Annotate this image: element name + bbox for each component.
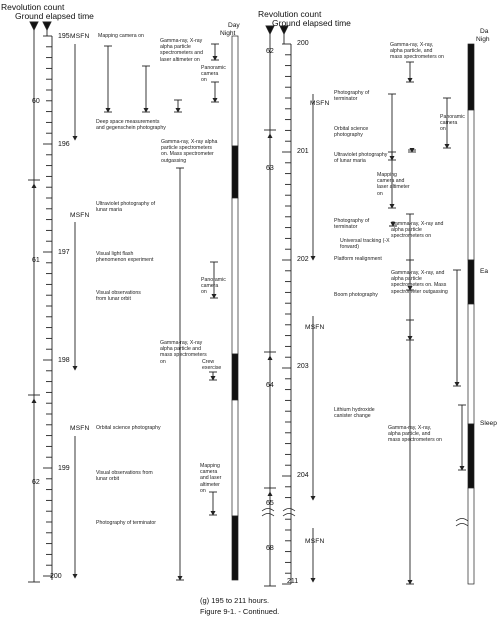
msfn-label-right: MSFN xyxy=(305,324,325,331)
experiment-label: Gamma-ray, X-ray alpha particle spectrometers and laser altimeter on xyxy=(160,38,203,63)
activity-label-right: Lithium hydroxide canister change xyxy=(334,407,375,420)
revolution-arrow-head xyxy=(30,22,38,30)
night-label-right: Nigh xyxy=(476,36,490,43)
experiment-label: Gamma-ray, X-ray alpha particle and mass spectrometers on xyxy=(160,340,207,365)
msfn-label: MSFN xyxy=(70,425,90,432)
activity-label: Visual observations from lunar orbit xyxy=(96,290,141,303)
revolution-arrow xyxy=(32,399,36,403)
revolution-label: 61 xyxy=(32,257,40,264)
hour-label-right: 211 xyxy=(287,578,299,585)
time-break-mark xyxy=(456,519,468,522)
period-arrow xyxy=(211,511,215,515)
msfn-label-right: MSFN xyxy=(310,100,330,107)
period-arrow xyxy=(144,108,148,112)
hour-label: 198 xyxy=(58,357,70,364)
day-night-bar-right xyxy=(468,488,474,584)
day-night-bar xyxy=(232,198,238,354)
experiment-label: Gamma-ray, X-ray alpha particle spectrometers on. Mass spectrometer outgassing xyxy=(161,139,218,164)
hour-label: 197 xyxy=(58,249,70,256)
activity-label-right: Boom photography xyxy=(334,292,378,298)
revolution-arrow xyxy=(32,184,36,188)
hour-label-right: 201 xyxy=(297,148,309,155)
experiment-label: Mapping camera and laser altimeter on xyxy=(200,463,222,494)
period-arrow xyxy=(445,144,449,148)
arrow-head xyxy=(73,366,77,370)
period-arrow xyxy=(455,382,459,386)
activity-label-right: Orbital science photography xyxy=(334,126,369,139)
activity-label-right: Platform realignment xyxy=(334,256,382,262)
period-arrow xyxy=(211,376,215,380)
day-night-bar xyxy=(232,36,238,146)
revolution-arrow xyxy=(268,134,272,138)
revolution-count-header: Revolution count xyxy=(1,2,65,12)
hour-label-right: 203 xyxy=(297,363,309,370)
activity-label: Deep space measurements and gegenschein photography xyxy=(96,119,166,132)
day-night-bar xyxy=(232,400,238,516)
subcaption: (g) 195 to 211 hours. xyxy=(200,596,270,605)
activity-label: Mapping camera on xyxy=(98,33,144,39)
activity-label: Orbital science photography xyxy=(96,425,161,431)
day-night-bar xyxy=(232,146,238,198)
activity-label: Visual light flash phenomenon experiment xyxy=(96,251,154,264)
revolution-label-right: 65 xyxy=(266,500,274,507)
time-break-mark xyxy=(456,524,468,527)
period-arrow xyxy=(213,56,217,60)
revolution-label: 62 xyxy=(32,479,40,486)
arrow-head xyxy=(311,578,315,582)
time-break-mark xyxy=(283,509,295,512)
revolution-label-right: 63 xyxy=(266,165,274,172)
period-arrow xyxy=(408,336,412,340)
activity-label-right: Universal tracking (-X forward) xyxy=(340,238,390,251)
revolution-count-header-right: Revolution count xyxy=(258,9,322,19)
edge-label: Sleep xyxy=(480,420,497,427)
ground-elapsed-time-header-right: Ground elapsed time xyxy=(272,18,351,28)
period-arrow xyxy=(408,580,412,584)
day-night-bar-right xyxy=(468,260,474,304)
hour-label: 199 xyxy=(58,465,70,472)
msfn-label: MSFN xyxy=(70,212,90,219)
period-arrow xyxy=(390,204,394,208)
revolution-arrow xyxy=(268,356,272,360)
revolution-arrow xyxy=(268,492,272,496)
ground-elapsed-time-header: Ground elapsed time xyxy=(15,11,94,21)
hour-label-right: 200 xyxy=(297,40,309,47)
period-arrow xyxy=(178,576,182,580)
hour-label-right: 202 xyxy=(297,256,309,263)
period-arrow xyxy=(460,466,464,470)
period-arrow xyxy=(176,108,180,112)
hour-label: 195 xyxy=(58,33,70,40)
day-night-bar-right xyxy=(468,304,474,424)
activity-label: Visual observations from lunar orbit xyxy=(96,470,153,483)
arrow-head xyxy=(311,256,315,260)
experiment-label-right: Gamma-ray, X-ray, alpha particle, and mass spectrometers on xyxy=(388,425,442,444)
revolution-label: 60 xyxy=(32,98,40,105)
experiment-label-right: Panoramic camera on xyxy=(440,114,465,133)
activity-label-right: Photography of terminator xyxy=(334,218,370,231)
night-label: Night xyxy=(220,30,236,37)
revolution-label-right: 62 xyxy=(266,48,274,55)
revolution-label-right: 68 xyxy=(266,545,274,552)
activity-label: Ultraviolet photography of lunar maria xyxy=(96,201,156,214)
day-label: Day xyxy=(228,22,240,29)
experiment-label: Panoramic camera on xyxy=(201,277,226,296)
experiment-label-right: Mapping camera and laser altimeter on xyxy=(377,172,410,197)
activity-label-right: Photography of terminator xyxy=(334,90,370,103)
day-night-bar-right xyxy=(468,44,474,110)
edge-label: Ea xyxy=(480,268,489,275)
day-night-bar xyxy=(232,354,238,400)
experiment-label: Panoramic camera on xyxy=(201,65,226,84)
hour-label-right: 204 xyxy=(297,472,309,479)
activity-label-right: Ultraviolet photography of lunar maria xyxy=(334,152,388,165)
period-arrow xyxy=(213,98,217,102)
hour-label: 200 xyxy=(50,573,62,580)
arrow-head xyxy=(311,496,315,500)
experiment-label-right: Gamma-ray, X-ray and alpha particle spectrometers on xyxy=(391,221,444,240)
experiment-label-right: Gamma-ray, X-ray, alpha particle, and mass spectrometers on xyxy=(390,42,444,61)
period-arrow xyxy=(106,108,110,112)
time-break-mark xyxy=(283,514,295,517)
activity-label: Photography of terminator xyxy=(96,520,156,526)
experiment-label: Crew exercise xyxy=(202,359,222,372)
period-arrow xyxy=(408,78,412,82)
msfn-label-right: MSFN xyxy=(305,538,325,545)
day-label-right: Da xyxy=(480,28,489,35)
day-night-bar-right xyxy=(468,424,474,488)
experiment-label-right: Gamma-ray, X-ray, and alpha particle spectrometers on. Mass spectrometer outgassing xyxy=(391,270,448,295)
time-break-mark xyxy=(262,509,274,512)
arrow-head xyxy=(73,136,77,140)
time-break-mark xyxy=(262,514,274,517)
day-night-bar-right xyxy=(468,110,474,260)
arrow-head xyxy=(73,574,77,578)
figure-caption: Figure 9-1. - Continued. xyxy=(200,607,280,616)
revolution-label-right: 64 xyxy=(266,382,274,389)
hour-label: 196 xyxy=(58,141,70,148)
day-night-bar xyxy=(232,516,238,580)
msfn-label: MSFN xyxy=(70,33,90,40)
